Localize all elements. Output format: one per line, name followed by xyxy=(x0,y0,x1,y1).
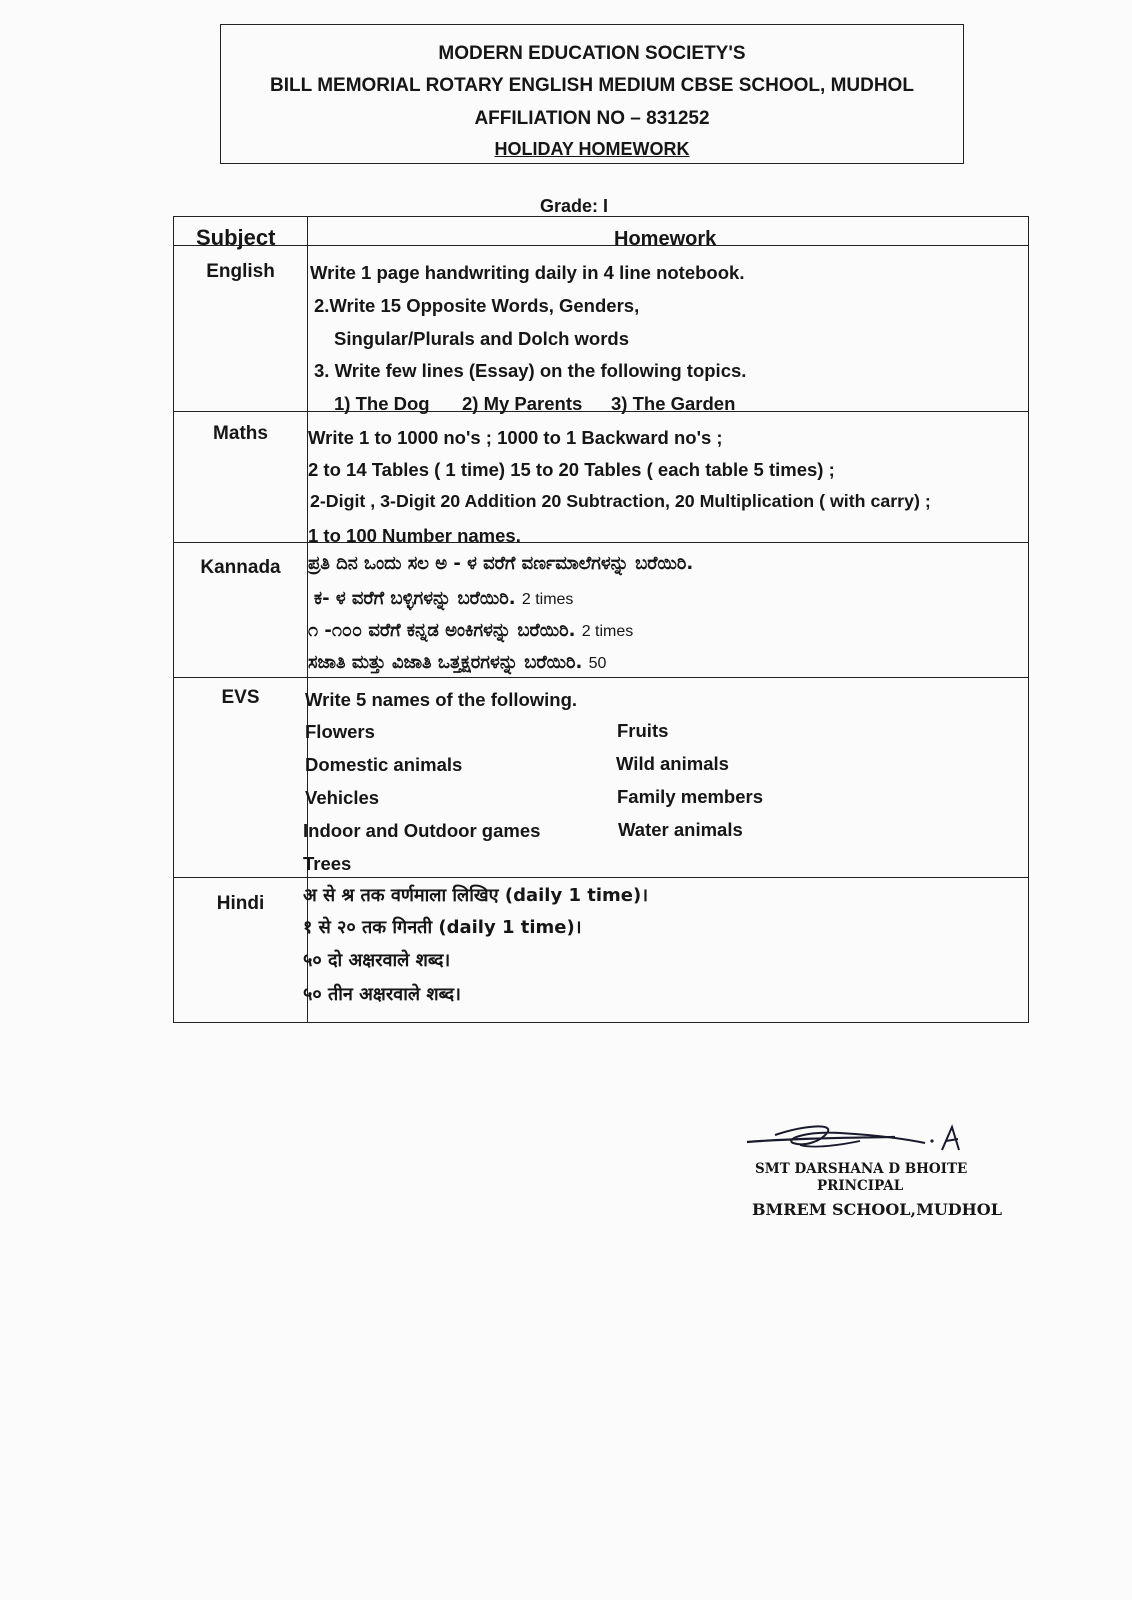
kannada-line-1-text: ಪ್ರತಿ ದಿನ ಒಂದು ಸಲ ಅ - ಳ ವರೆಗೆ ವರ್ಣಮಾಲೆಗಳನ್ನು ಬರೆಯಿರಿ. xyxy=(308,553,694,574)
subject-english: English xyxy=(206,261,275,282)
kannada-line-1 xyxy=(308,553,693,574)
english-line-4: 3. Write few lines (Essay) on the following topics. xyxy=(314,360,747,381)
evs-item: Vehicles xyxy=(305,787,380,808)
evs-item: Water animals xyxy=(618,819,743,840)
maths-line-1: Write 1 to 1000 no's ; 1000 to 1 Backward no's ; xyxy=(308,427,723,448)
subject-evs: EVS xyxy=(221,687,260,708)
subject-hindi: Hindi xyxy=(216,893,265,914)
evs-item: Flowers xyxy=(305,721,375,742)
kannada-line-2 xyxy=(314,588,573,609)
principal-title: PRINCIPAL xyxy=(817,1178,904,1194)
hindi-line-2: १ से २० तक गिनती (daily 1 time)। xyxy=(303,917,582,938)
english-line-1: Write 1 page handwriting daily in 4 line notebook. xyxy=(310,262,745,283)
maths-line-2: 2 to 14 Tables ( 1 time) 15 to 20 Tables ( each table 5 times) ; xyxy=(308,459,835,480)
english-line-3: Singular/Plurals and Dolch words xyxy=(334,328,630,349)
english-topic-3: 3) The Garden xyxy=(611,393,736,414)
subject-column-header: Subject xyxy=(196,225,276,250)
evs-item: Domestic animals xyxy=(305,754,463,775)
hindi-line-1: अ से श्र तक वर्णमाला लिखिए (daily 1 time)। xyxy=(303,885,649,906)
evs-item: Family members xyxy=(617,786,764,807)
kannada-line-3-count: 2 times xyxy=(581,623,634,640)
grade-label: Grade: I xyxy=(540,196,609,216)
english-topic-2: 2) My Parents xyxy=(462,393,583,414)
school-header xyxy=(220,24,964,164)
kannada-line-4 xyxy=(308,652,606,673)
affiliation-number: AFFILIATION NO – 831252 xyxy=(474,108,710,129)
school-name: BILL MEMORIAL ROTARY ENGLISH MEDIUM CBSE SCHOOL, MUDHOL xyxy=(270,75,914,96)
kannada-line-2-text: ಕ- ಳ ವರೆಗೆ ಬಳ್ಳಿಗಳನ್ನು ಬರೆಯಿರಿ. xyxy=(314,588,516,609)
principal-name: SMT DARSHANA D BHOITE xyxy=(755,1161,968,1177)
kannada-line-4-text: ಸಜಾತಿ ಮತ್ತು ವಿಜಾತಿ ಒತ್ತಕ್ಷರಗಳನ್ನು ಬರೆಯಿರಿ. xyxy=(308,652,583,673)
row-divider xyxy=(174,542,1028,543)
hindi-line-4: ५० तीन अक्षरवाले शब्द। xyxy=(303,984,461,1005)
hindi-line-3: ५० दो अक्षरवाले शब्द। xyxy=(303,950,451,971)
school-stamp: BMREM SCHOOL,MUDHOL xyxy=(752,1200,1002,1219)
evs-item: Wild animals xyxy=(616,753,729,774)
evs-item: Trees xyxy=(303,853,352,874)
kannada-line-3-text: ೧ -೧೦೦ ವರೆಗೆ ಕನ್ನಡ ಅಂಕಿಗಳನ್ನು ಬರೆಯಿರಿ. xyxy=(308,620,576,641)
evs-item: Indoor and Outdoor games xyxy=(303,820,541,841)
document-title: HOLIDAY HOMEWORK xyxy=(494,139,690,159)
homework-column-header: Homework xyxy=(614,228,717,250)
evs-intro: Write 5 names of the following. xyxy=(305,689,578,710)
maths-line-4: 1 to 100 Number names. xyxy=(308,525,521,546)
english-topic-1: 1) The Dog xyxy=(334,393,430,414)
kannada-line-3 xyxy=(308,620,633,641)
row-divider xyxy=(174,411,1028,412)
society-name: MODERN EDUCATION SOCIETY'S xyxy=(438,43,746,64)
kannada-line-2-count: 2 times xyxy=(521,591,574,608)
row-divider xyxy=(174,677,1028,678)
evs-item: Fruits xyxy=(617,720,669,741)
row-divider xyxy=(174,877,1028,878)
kannada-line-4-count: 50 xyxy=(588,655,607,672)
principal-signature xyxy=(745,1115,975,1165)
maths-line-3: 2-Digit , 3-Digit 20 Addition 20 Subtraction, 20 Multiplication ( with carry) ; xyxy=(310,491,931,511)
row-divider xyxy=(174,245,1028,246)
subject-kannada: Kannada xyxy=(200,557,281,578)
subject-maths: Maths xyxy=(213,423,268,444)
english-line-2: 2.Write 15 Opposite Words, Genders, xyxy=(314,295,640,316)
homework-table xyxy=(173,216,1029,1023)
